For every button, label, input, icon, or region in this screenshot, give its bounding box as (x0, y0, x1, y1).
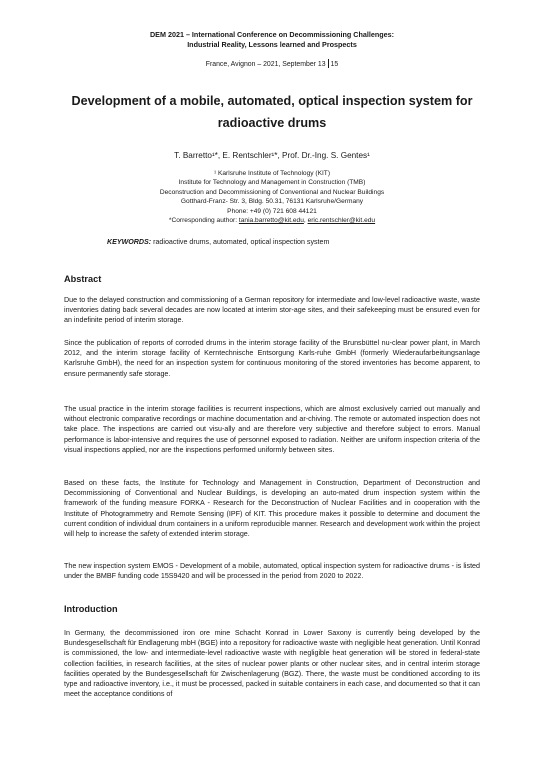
keywords-line (107, 238, 329, 246)
abstract-heading: Abstract (64, 274, 102, 284)
affiliation-line-1: ¹ Karlsruhe Institute of Technology (KIT) (213, 170, 331, 177)
location-date-end: 15 (330, 61, 339, 68)
keywords-text: radioactive drums, automated, optical inspection system (151, 238, 330, 246)
email-separator: , (303, 217, 308, 225)
title-line-2: radioactive drums (217, 116, 327, 130)
corresponding-prefix: *Corresponding author: (168, 217, 239, 225)
abstract-paragraph-4: Based on these facts, the Institute for Technology and Management in Construction, Department of Deconstruction and Decommissioning of Conventional and Nuclear Buildings, is developing an auto-mated drum inspection system within the framework of the funding measure FORKA - Research for the Deconstruction of Nuclear Facilities and in cooperation with the Institute of Photogrammetry and Remote Sensing (IPF) of KIT. This procedure makes it possible to determine and document the current condition of individual drum containers in a uniform reproducible manner. Research and development work within the project will help to increase the safety of extended interim storage. (64, 479, 480, 539)
location-date-text: France, Avignon – 2021, September 13 (205, 61, 326, 68)
conference-line-1: DEM 2021 – International Conference on Decommissioning Challenges: (149, 30, 395, 39)
affiliation-line-3: Deconstruction and Decommissioning of Conventional and Nuclear Buildings (159, 188, 385, 196)
email-link-1[interactable]: tania.barretto@kit.edu (238, 217, 304, 225)
affiliation-phone: Phone: +49 (0) 721 608 44121 (227, 207, 317, 215)
conference-header (0, 30, 544, 50)
email-link-2[interactable]: eric.rentschler@kit.edu (307, 217, 376, 225)
abstract-paragraph-2: Since the publication of reports of corroded drums in the interim storage facility of the Brunsbüttel nu-clear power plant, in March 2012, and the interim storage facility of Kerntechnische Entsorgung Karls-ruhe GmbH (formerly Wiederaufarbeitungsanlage Karlsruhe GmbH), the need for an inspection system for continuous monitoring of the stored inventories has become apparent, to ensure permanently safe storage. (64, 339, 480, 378)
conference-line-2: Industrial Reality, Lessons learned and Prospects (187, 40, 357, 49)
keywords-label: KEYWORDS: (107, 238, 152, 246)
affiliation-block (0, 169, 544, 225)
corresponding-author (0, 216, 544, 225)
date-separator (328, 59, 329, 68)
author-list: T. Barretto¹*, E. Rentschler¹*, Prof. Dr.-Ing. S. Gentes¹ (174, 151, 370, 160)
introduction-heading: Introduction (64, 604, 118, 614)
paper-title (50, 90, 494, 134)
affiliation-line-2: Institute for Technology and Management in Construction (TMB) (178, 179, 366, 187)
title-line-1: Development of a mobile, automated, optical inspection system for (71, 94, 473, 108)
abstract-paragraph-5: The new inspection system EMOS - Development of a mobile, automated, optical inspection system for radioactive drums - is listed under the BMBF funding code 15S9420 and will be processed in the period from 2020 to 2022. (64, 562, 480, 581)
abstract-paragraph-3: The usual practice in the interim storage facilities is recurrent inspections, which are almost exclusively carried out manually and without electronic comparative recordings or machine documentation and ar-chiving. The remote or automated inspection does not take place. The inspections are carried out visu-ally and are therefore very subjective and therefore subject to errors. Manual performance is labor-intensive and requires the use of personnel exposed to radiation. Neither are uniform inspection criteria of the visual inspections applied, nor are the inspections performed uniformly between sites. (64, 405, 480, 454)
abstract-paragraph-1: Due to the delayed construction and commissioning of a German repository for intermediate and low-level radioactive waste, waste inventories dating back several decades are now located at interim stor-age sites, and their safekeeping must be ensured even for an indefinite period of interim storage. (64, 296, 480, 325)
affiliation-line-4: Gotthard-Franz- Str. 3, Bldg. 50.31, 76131 Karlsruhe/Germany (180, 198, 364, 206)
location-date (0, 59, 544, 69)
introduction-paragraph-1: In Germany, the decommissioned iron ore mine Schacht Konrad in Lower Saxony is currently being developed by the Bundesgesellschaft für Endlagerung mbH (BGE) into a repository for radioactive waste with negligible heat generation. Until Konrad is commissioned, the low- and intermediate-level radioactive waste with negligible heat generation will be stored in federal-state collection facilities, in research facilities, at the sites of nuclear power plants or other nuclear sites, and in central interim storage facilities operated by the Bundesgesellschaft für Zwischenlagerung (BGZ). There, the waste must be conditioned according to its type and radioactive inventory, i.e., it must be processed, packed in suitable containers in each case, and documented so that it can meet the acceptance conditions of (64, 629, 480, 699)
